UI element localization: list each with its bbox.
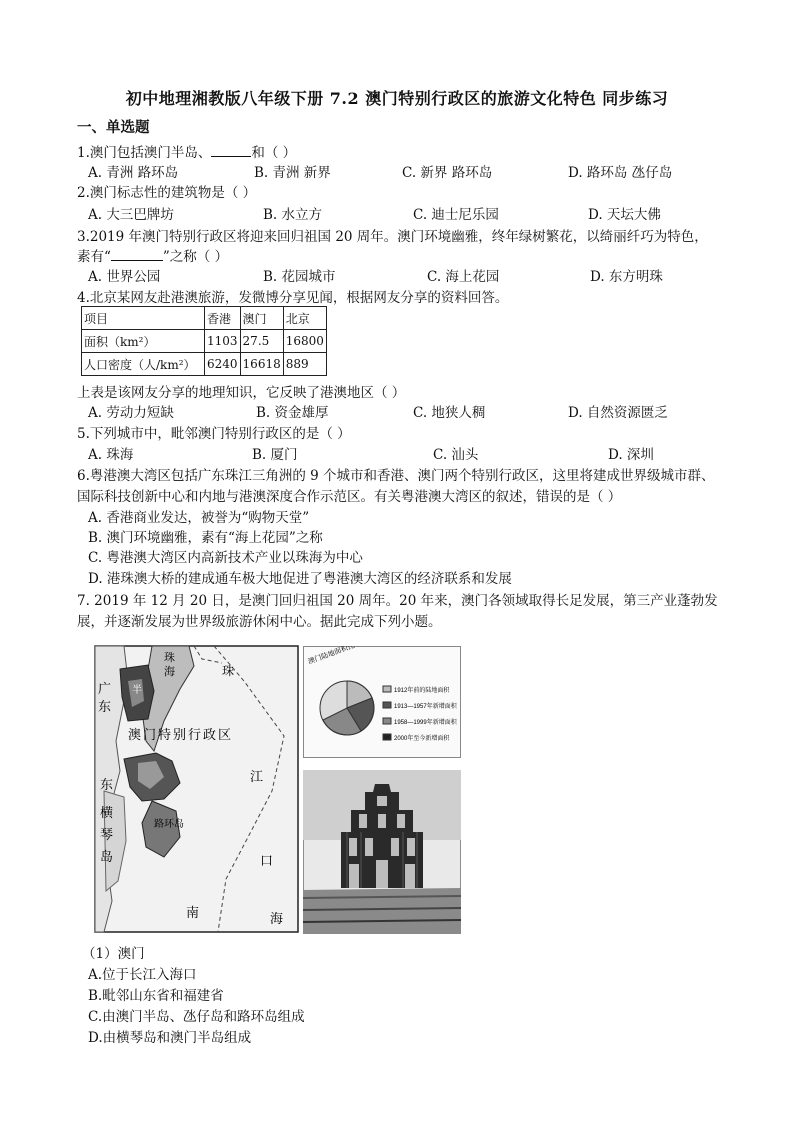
option-b[interactable]: B. 水立方	[263, 207, 323, 223]
option-c[interactable]: C. 汕头	[433, 447, 479, 463]
map-label: 珠	[222, 664, 235, 678]
table-cell: 香港	[205, 307, 241, 330]
option-a[interactable]: A. 大三巴牌坊	[88, 207, 174, 223]
map-label: 东	[98, 699, 112, 714]
map-label: 半	[132, 685, 142, 696]
table-cell: 北京	[283, 307, 326, 330]
option-a[interactable]: A. 青洲 路环岛	[88, 165, 179, 181]
map-label: 口	[260, 853, 274, 868]
option-b[interactable]: B. 澳门环境幽雅，素有“海上花园”之称	[88, 530, 323, 546]
map-label: 南	[186, 905, 200, 920]
section-heading: 一、单选题	[77, 119, 150, 136]
map-label: 海	[164, 666, 175, 678]
table-cell: 889	[283, 353, 326, 376]
option-c[interactable]: C. 粤港澳大湾区内高新技术产业以珠海为中心	[88, 550, 363, 566]
question-7-stem: 7. 2019 年 12 月 20 日，是澳门回归祖国 20 周年。20 年来，澳门各领域取得长足发展，第三产业蓬勃发	[77, 593, 718, 609]
question-3-stem-2: 素有“ ”之称（ ）	[77, 249, 229, 265]
answer-blank	[111, 247, 163, 261]
question-2-options	[88, 203, 728, 223]
question-7-stem-2: 展，并逐渐发展为世界级旅游休闲中心。据此完成下列小题。	[77, 614, 442, 630]
option-a[interactable]: A. 世界公园	[88, 269, 161, 285]
option-d[interactable]: D. 天坛大佛	[588, 207, 661, 223]
option-a[interactable]: A.位于长江入海口	[88, 967, 197, 983]
option-d[interactable]: D. 深圳	[608, 447, 654, 463]
map-label: 路环岛	[154, 819, 184, 830]
question-6-stem: 6.粤港澳大湾区包括广东珠江三角洲的 9 个城市和香港、澳门两个特别行政区，这里将建成世界级城市群、	[77, 468, 715, 484]
option-b[interactable]: B. 厦门	[252, 447, 298, 463]
option-c[interactable]: C. 海上花园	[427, 269, 500, 285]
legend-item: 1913—1957年新增面积	[394, 704, 457, 710]
option-b[interactable]: B.毗邻山东省和福建省	[88, 988, 224, 1004]
question-6-stem-2: 国际科技创新中心和内地与港澳深度合作示范区。有关粤港澳大湾区的叙述，错误的是（ ）	[77, 489, 622, 505]
data-table	[81, 306, 327, 376]
question-3-options	[88, 265, 728, 285]
table-cell: 项目	[82, 307, 205, 330]
option-d[interactable]: D. 路环岛 氹仔岛	[568, 165, 673, 181]
option-a[interactable]: A. 香港商业发达，被誉为“购物天堂”	[88, 510, 310, 526]
question-1-options	[88, 161, 728, 181]
legend-item: 1912年前的陆地面积	[394, 688, 450, 694]
table-cell: 16800	[283, 330, 326, 353]
map-label-region: 澳门特别行政区	[128, 727, 234, 742]
question-7-1-stem: （1）澳门	[82, 946, 145, 962]
question-5-options	[88, 443, 728, 463]
table-row	[82, 330, 327, 353]
map-label: 琴	[100, 827, 114, 842]
map-label: 珠	[164, 652, 175, 664]
option-b[interactable]: B. 青洲 新界	[254, 165, 331, 181]
map-label: 岛	[100, 849, 114, 864]
table-cell: 人口密度（人/km²）	[82, 353, 205, 376]
option-b[interactable]: B. 花园城市	[263, 269, 336, 285]
table-row	[82, 353, 327, 376]
question-4-options	[88, 401, 728, 421]
table-cell: 6240	[205, 353, 241, 376]
question-5-stem: 5.下列城市中，毗邻澳门特别行政区的是（ ）	[77, 426, 351, 442]
legend-item: 1958—1999年新增面积	[394, 720, 457, 726]
table-cell: 27.5	[240, 330, 283, 353]
question-1-stem: 1.澳门包括澳门半岛、 和（ ）	[77, 145, 297, 161]
table-cell: 16618	[240, 353, 283, 376]
answer-blank	[211, 143, 251, 157]
map-label: 东	[100, 777, 114, 792]
land-area-pie-figure	[303, 646, 461, 758]
map-label: 横	[100, 805, 114, 820]
option-c[interactable]: C. 迪士尼乐园	[413, 207, 499, 223]
option-a[interactable]: A. 珠海	[88, 447, 134, 463]
map-label: 广	[98, 681, 112, 696]
option-d[interactable]: D. 自然资源匮乏	[568, 405, 668, 421]
option-c[interactable]: C.由澳门半岛、氹仔岛和路环岛组成	[88, 1009, 305, 1025]
option-d[interactable]: D.由横琴岛和澳门半岛组成	[88, 1030, 252, 1046]
option-d[interactable]: D. 东方明珠	[590, 269, 663, 285]
table-cell: 面积（km²）	[82, 330, 205, 353]
option-d[interactable]: D. 港珠澳大桥的建成通车极大地促进了粤港澳大湾区的经济联系和发展	[88, 571, 512, 587]
option-c[interactable]: C. 地狭人稠	[413, 405, 486, 421]
table-cell: 澳门	[240, 307, 283, 330]
map-label: 海	[270, 911, 284, 926]
question-2-stem: 2.澳门标志性的建筑物是（ ）	[77, 185, 257, 201]
legend-item: 2000年至今新增面积	[394, 736, 450, 742]
question-4-stem: 4.北京某网友赴港澳旅游，发微博分享见闻，根据网友分享的资料回答。	[77, 290, 509, 306]
page-title: 初中地理湘教版八年级下册 7.2 澳门特别行政区的旅游文化特色 同步练习	[125, 89, 669, 108]
question-3-stem: 3.2019 年澳门特别行政区将迎来回归祖国 20 周年。澳门环境幽雅，终年绿树繁花，以绮丽纤巧为特色，	[77, 229, 708, 245]
question-4-after: 上表是该网友分享的地理知识，它反映了港澳地区（ ）	[77, 385, 406, 401]
option-b[interactable]: B. 资金雄厚	[256, 405, 329, 421]
option-a[interactable]: A. 劳动力短缺	[88, 405, 174, 421]
ruins-of-st-paul-photo	[303, 770, 461, 934]
table-cell: 1103	[205, 330, 241, 353]
map-label: 江	[250, 769, 264, 784]
table-header-row	[82, 307, 327, 330]
option-c[interactable]: C. 新界 路环岛	[402, 165, 493, 181]
